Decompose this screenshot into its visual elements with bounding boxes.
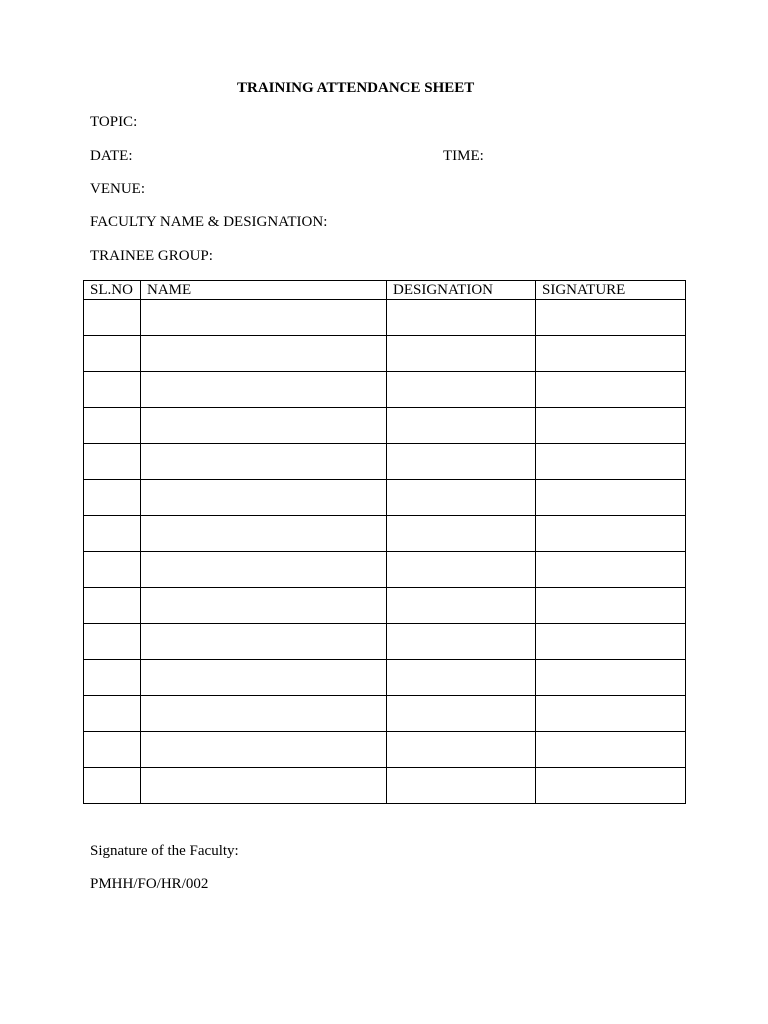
cell-designation[interactable] bbox=[387, 696, 536, 732]
table-row bbox=[84, 444, 686, 480]
cell-name[interactable] bbox=[141, 768, 387, 804]
cell-signature[interactable] bbox=[536, 516, 686, 552]
cell-signature[interactable] bbox=[536, 480, 686, 516]
cell-signature[interactable] bbox=[536, 408, 686, 444]
cell-signature[interactable] bbox=[536, 300, 686, 336]
cell-designation[interactable] bbox=[387, 588, 536, 624]
header-name: NAME bbox=[141, 281, 387, 300]
cell-designation[interactable] bbox=[387, 516, 536, 552]
table-row bbox=[84, 660, 686, 696]
cell-signature[interactable] bbox=[536, 624, 686, 660]
cell-designation[interactable] bbox=[387, 300, 536, 336]
cell-designation[interactable] bbox=[387, 336, 536, 372]
date-label: DATE: bbox=[90, 148, 133, 164]
cell-signature[interactable] bbox=[536, 372, 686, 408]
table-row bbox=[84, 588, 686, 624]
cell-slno[interactable] bbox=[84, 660, 141, 696]
cell-name[interactable] bbox=[141, 660, 387, 696]
cell-slno[interactable] bbox=[84, 480, 141, 516]
table-row bbox=[84, 336, 686, 372]
cell-signature[interactable] bbox=[536, 732, 686, 768]
attendance-table bbox=[83, 280, 686, 804]
cell-signature[interactable] bbox=[536, 660, 686, 696]
page-title: TRAINING ATTENDANCE SHEET bbox=[237, 80, 475, 96]
cell-signature[interactable] bbox=[536, 336, 686, 372]
cell-designation[interactable] bbox=[387, 480, 536, 516]
cell-slno[interactable] bbox=[84, 588, 141, 624]
table-row bbox=[84, 624, 686, 660]
faculty-signature-label: Signature of the Faculty: bbox=[90, 843, 239, 859]
header-signature: SIGNATURE bbox=[536, 281, 686, 300]
table-row bbox=[84, 372, 686, 408]
cell-slno[interactable] bbox=[84, 732, 141, 768]
cell-name[interactable] bbox=[141, 336, 387, 372]
table-row bbox=[84, 480, 686, 516]
cell-designation[interactable] bbox=[387, 372, 536, 408]
faculty-label: FACULTY NAME & DESIGNATION: bbox=[90, 214, 328, 230]
cell-name[interactable] bbox=[141, 372, 387, 408]
table-header-row bbox=[84, 281, 686, 300]
cell-signature[interactable] bbox=[536, 552, 686, 588]
table-row bbox=[84, 300, 686, 336]
cell-name[interactable] bbox=[141, 516, 387, 552]
cell-name[interactable] bbox=[141, 732, 387, 768]
cell-name[interactable] bbox=[141, 696, 387, 732]
cell-signature[interactable] bbox=[536, 696, 686, 732]
cell-signature[interactable] bbox=[536, 768, 686, 804]
cell-signature[interactable] bbox=[536, 588, 686, 624]
cell-designation[interactable] bbox=[387, 768, 536, 804]
cell-signature[interactable] bbox=[536, 444, 686, 480]
cell-slno[interactable] bbox=[84, 300, 141, 336]
topic-label: TOPIC: bbox=[90, 114, 138, 130]
table-body bbox=[84, 300, 686, 804]
cell-designation[interactable] bbox=[387, 624, 536, 660]
cell-name[interactable] bbox=[141, 588, 387, 624]
table-row bbox=[84, 696, 686, 732]
time-label: TIME: bbox=[443, 148, 484, 164]
table-row bbox=[84, 552, 686, 588]
cell-slno[interactable] bbox=[84, 372, 141, 408]
trainee-group-label: TRAINEE GROUP: bbox=[90, 248, 213, 264]
cell-designation[interactable] bbox=[387, 552, 536, 588]
cell-slno[interactable] bbox=[84, 336, 141, 372]
cell-name[interactable] bbox=[141, 480, 387, 516]
cell-slno[interactable] bbox=[84, 408, 141, 444]
table-row bbox=[84, 732, 686, 768]
header-designation: DESIGNATION bbox=[387, 281, 536, 300]
cell-slno[interactable] bbox=[84, 696, 141, 732]
table-row bbox=[84, 768, 686, 804]
table-row bbox=[84, 516, 686, 552]
cell-slno[interactable] bbox=[84, 516, 141, 552]
cell-name[interactable] bbox=[141, 300, 387, 336]
cell-designation[interactable] bbox=[387, 444, 536, 480]
table-row bbox=[84, 408, 686, 444]
cell-designation[interactable] bbox=[387, 732, 536, 768]
venue-label: VENUE: bbox=[90, 181, 145, 197]
cell-name[interactable] bbox=[141, 408, 387, 444]
cell-designation[interactable] bbox=[387, 408, 536, 444]
cell-slno[interactable] bbox=[84, 552, 141, 588]
cell-name[interactable] bbox=[141, 624, 387, 660]
cell-name[interactable] bbox=[141, 444, 387, 480]
header-slno: SL.NO bbox=[84, 281, 141, 300]
cell-slno[interactable] bbox=[84, 768, 141, 804]
cell-slno[interactable] bbox=[84, 624, 141, 660]
cell-designation[interactable] bbox=[387, 660, 536, 696]
document-code: PMHH/FO/HR/002 bbox=[90, 876, 209, 892]
cell-slno[interactable] bbox=[84, 444, 141, 480]
cell-name[interactable] bbox=[141, 552, 387, 588]
